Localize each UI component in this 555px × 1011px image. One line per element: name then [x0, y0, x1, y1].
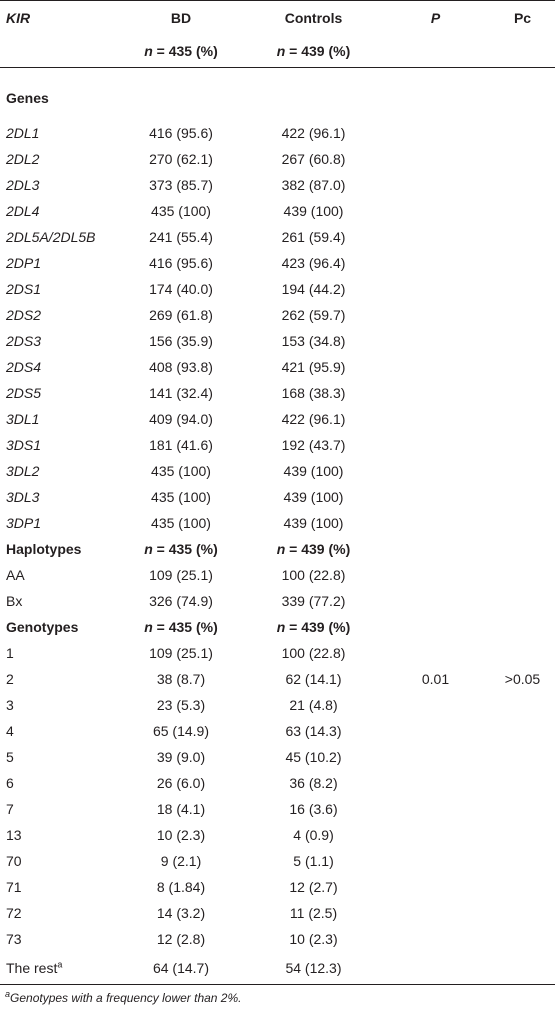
p-value	[381, 562, 490, 588]
bd-value: 270 (62.1)	[149, 151, 213, 167]
controls-value: 192 (43.7)	[281, 437, 346, 453]
p-value	[381, 406, 490, 432]
p-value	[381, 692, 490, 718]
bd-value: 408 (93.8)	[149, 359, 213, 375]
table-row	[0, 718, 555, 744]
pc-value	[490, 120, 555, 146]
row-label: 71	[6, 879, 22, 895]
footnote	[0, 985, 555, 1005]
row-label: 2DS3	[6, 333, 42, 349]
controls-value: 382 (87.0)	[281, 177, 346, 193]
p-value	[381, 380, 490, 406]
p-value	[381, 588, 490, 614]
section-genes	[0, 68, 555, 121]
pc-value	[490, 952, 555, 985]
pc-value	[490, 562, 555, 588]
header-bd: BD	[116, 1, 246, 36]
pc-value	[490, 406, 555, 432]
table-row	[0, 380, 555, 406]
footnote-text: Genotypes with a frequency lower than 2%.	[10, 991, 242, 1005]
row-label: 3DL1	[6, 411, 40, 427]
controls-value: 10 (2.3)	[289, 931, 338, 947]
pc-value	[490, 172, 555, 198]
row-label: 3	[6, 697, 14, 713]
pc-value	[490, 588, 555, 614]
pc-value	[490, 458, 555, 484]
row-label: 6	[6, 775, 14, 791]
controls-value: 45 (10.2)	[285, 749, 342, 765]
empty-cell	[381, 536, 490, 562]
bd-value: 23 (5.3)	[156, 697, 206, 713]
p-value	[381, 484, 490, 510]
header-row	[0, 1, 555, 36]
section-controls-n: n = 439 (%)	[276, 541, 351, 557]
pc-value	[490, 926, 555, 952]
pc-value	[490, 328, 555, 354]
bd-value: 14 (3.2)	[156, 905, 206, 921]
table-row	[0, 302, 555, 328]
row-label: 2DL4	[6, 203, 40, 219]
controls-value: 423 (96.4)	[281, 255, 346, 271]
p-value	[381, 900, 490, 926]
table-row	[0, 198, 555, 224]
pc-value: >0.05	[504, 671, 541, 687]
bd-value: 109 (25.1)	[149, 645, 213, 661]
row-label: 2	[6, 671, 14, 687]
bd-value: 156 (35.9)	[149, 333, 213, 349]
table-row	[0, 328, 555, 354]
p-value: 0.01	[421, 671, 450, 687]
row-label: 7	[6, 801, 14, 817]
pc-value	[490, 224, 555, 250]
footnote-marker: a	[5, 989, 11, 999]
row-label: 2DS4	[6, 359, 42, 375]
header-controls-n: n = 439 (%)	[246, 35, 381, 68]
table-row	[0, 822, 555, 848]
section-haplotypes	[0, 536, 555, 562]
pc-value	[490, 250, 555, 276]
table-header	[0, 1, 555, 68]
bd-value: 435 (100)	[151, 489, 211, 505]
table-row	[0, 796, 555, 822]
controls-value: 194 (44.2)	[281, 281, 346, 297]
p-value	[381, 172, 490, 198]
pc-value	[490, 354, 555, 380]
bd-value: 38 (8.7)	[156, 671, 206, 687]
row-label: 13	[6, 827, 22, 843]
header-n-row	[0, 35, 555, 68]
controls-value: 439 (100)	[283, 463, 344, 479]
controls-value: 21 (4.8)	[289, 697, 338, 713]
controls-value: 339 (77.2)	[281, 593, 346, 609]
p-value	[381, 302, 490, 328]
pc-value	[490, 484, 555, 510]
bd-value: 435 (100)	[151, 463, 211, 479]
section-genotypes	[0, 614, 555, 640]
p-value	[381, 354, 490, 380]
row-label: 72	[6, 905, 22, 921]
pc-value	[490, 640, 555, 666]
row-label: 3DL2	[6, 463, 40, 479]
p-value	[381, 432, 490, 458]
row-label: 1	[6, 645, 14, 661]
p-value	[381, 874, 490, 900]
table-row	[0, 432, 555, 458]
header-controls: Controls	[246, 1, 381, 36]
table-row	[0, 640, 555, 666]
section-bd-n: n = 435 (%)	[144, 619, 218, 635]
bd-value: 416 (95.6)	[149, 255, 213, 271]
table-row	[0, 900, 555, 926]
pc-value	[490, 744, 555, 770]
pc-value	[490, 692, 555, 718]
controls-value: 16 (3.6)	[289, 801, 338, 817]
bd-value: 8 (1.84)	[156, 879, 206, 895]
section-title-haplotypes: Haplotypes	[6, 541, 82, 557]
row-label: AA	[6, 567, 25, 583]
section-title-genotypes: Genotypes	[6, 619, 79, 635]
p-value	[381, 198, 490, 224]
empty-cell	[490, 536, 555, 562]
p-value	[381, 458, 490, 484]
section-bd-n: n = 435 (%)	[144, 541, 218, 557]
p-value	[381, 224, 490, 250]
table-body	[0, 68, 555, 985]
row-label: 3DS1	[6, 437, 42, 453]
bd-value: 435 (100)	[151, 203, 211, 219]
bd-value: 26 (6.0)	[156, 775, 206, 791]
row-label-rest	[0, 952, 116, 985]
p-value	[381, 848, 490, 874]
pc-value	[490, 380, 555, 406]
pc-value	[490, 822, 555, 848]
pc-value	[490, 848, 555, 874]
table-row	[0, 926, 555, 952]
table-row	[0, 224, 555, 250]
header-bd-n: n = 435 (%)	[116, 35, 246, 68]
p-value	[381, 328, 490, 354]
bd-value: 141 (32.4)	[149, 385, 213, 401]
row-label: 2DS1	[6, 281, 42, 297]
row-label: 2DS2	[6, 307, 42, 323]
table-row	[0, 666, 555, 692]
row-label: 70	[6, 853, 22, 869]
rest-footnote-marker: a	[57, 959, 63, 970]
p-value	[381, 146, 490, 172]
table-row	[0, 484, 555, 510]
controls-value: 267 (60.8)	[281, 151, 346, 167]
table-row	[0, 770, 555, 796]
controls-value: 262 (59.7)	[281, 307, 346, 323]
pc-value	[490, 302, 555, 328]
table-row	[0, 250, 555, 276]
table-row	[0, 146, 555, 172]
controls-value: 62 (14.1)	[285, 671, 342, 687]
row-label: 2DS5	[6, 385, 42, 401]
table-row	[0, 874, 555, 900]
p-value	[381, 770, 490, 796]
p-value	[381, 276, 490, 302]
controls-value: 5 (1.1)	[293, 853, 334, 869]
bd-value: 18 (4.1)	[156, 801, 206, 817]
bd-value: 64 (14.7)	[116, 952, 246, 985]
table-row	[0, 510, 555, 536]
row-label: 2DL1	[6, 125, 40, 141]
controls-value: 11 (2.5)	[289, 905, 338, 921]
row-label: 3DL3	[6, 489, 40, 505]
pc-value	[490, 146, 555, 172]
header-p: P	[381, 1, 490, 36]
bd-value: 39 (9.0)	[156, 749, 206, 765]
controls-value: 36 (8.2)	[289, 775, 338, 791]
table-row-rest	[0, 952, 555, 985]
row-label: 4	[6, 723, 14, 739]
pc-value	[490, 770, 555, 796]
table-row	[0, 562, 555, 588]
row-label: 2DL5A/2DL5B	[6, 229, 96, 245]
table-row	[0, 276, 555, 302]
controls-value: 439 (100)	[283, 489, 344, 505]
row-label: 73	[6, 931, 22, 947]
row-label: 5	[6, 749, 14, 765]
table-row	[0, 588, 555, 614]
controls-value: 439 (100)	[283, 515, 344, 531]
section-controls-n: n = 439 (%)	[276, 619, 351, 635]
rest-label: The rest	[6, 960, 58, 976]
p-value	[381, 120, 490, 146]
bd-value: 174 (40.0)	[149, 281, 213, 297]
table-row	[0, 848, 555, 874]
pc-value	[490, 276, 555, 302]
table-row	[0, 692, 555, 718]
row-label: 2DL2	[6, 151, 40, 167]
controls-value: 100 (22.8)	[281, 645, 346, 661]
bd-value: 373 (85.7)	[149, 177, 213, 193]
controls-value: 63 (14.3)	[285, 723, 342, 739]
row-label: 3DP1	[6, 515, 42, 531]
pc-value	[490, 718, 555, 744]
p-value	[381, 744, 490, 770]
controls-value: 422 (96.1)	[281, 125, 346, 141]
empty-cell	[490, 614, 555, 640]
controls-value: 422 (96.1)	[281, 411, 346, 427]
p-value	[381, 250, 490, 276]
table-row	[0, 172, 555, 198]
bd-value: 65 (14.9)	[152, 723, 210, 739]
controls-value: 439 (100)	[283, 203, 344, 219]
table-row	[0, 744, 555, 770]
p-value	[381, 796, 490, 822]
p-value	[381, 926, 490, 952]
pc-value	[490, 874, 555, 900]
empty-cell	[381, 614, 490, 640]
header-kir: KIR	[0, 1, 116, 36]
table-row	[0, 458, 555, 484]
bd-value: 269 (61.8)	[149, 307, 213, 323]
table-row	[0, 354, 555, 380]
p-value	[381, 718, 490, 744]
controls-value: 168 (38.3)	[281, 385, 346, 401]
bd-value: 409 (94.0)	[149, 411, 213, 427]
bd-value: 109 (25.1)	[149, 567, 213, 583]
controls-value: 100 (22.8)	[281, 567, 346, 583]
row-label: 2DL3	[6, 177, 40, 193]
pc-value	[490, 900, 555, 926]
p-value	[381, 510, 490, 536]
bd-value: 241 (55.4)	[149, 229, 213, 245]
controls-value: 54 (12.3)	[246, 952, 381, 985]
bd-value: 416 (95.6)	[149, 125, 213, 141]
p-value	[381, 952, 490, 985]
controls-value: 12 (2.7)	[289, 879, 338, 895]
bd-value: 9 (2.1)	[160, 853, 202, 869]
table-row	[0, 406, 555, 432]
bd-value: 10 (2.3)	[156, 827, 206, 843]
table-row	[0, 120, 555, 146]
controls-value: 153 (34.8)	[281, 333, 346, 349]
pc-value	[490, 796, 555, 822]
controls-value: 421 (95.9)	[281, 359, 346, 375]
bd-value: 12 (2.8)	[156, 931, 206, 947]
header-pc: Pc	[490, 1, 555, 36]
pc-value	[490, 198, 555, 224]
section-title-genes: Genes	[6, 90, 49, 106]
pc-value	[490, 432, 555, 458]
controls-value: 261 (59.4)	[281, 229, 346, 245]
bd-value: 181 (41.6)	[149, 437, 213, 453]
controls-value: 4 (0.9)	[293, 827, 334, 843]
p-value	[381, 640, 490, 666]
row-label: 2DP1	[6, 255, 42, 271]
bd-value: 326 (74.9)	[149, 593, 213, 609]
pc-value	[490, 510, 555, 536]
bd-value: 435 (100)	[151, 515, 211, 531]
p-value	[381, 822, 490, 848]
row-label: Bx	[6, 593, 23, 609]
